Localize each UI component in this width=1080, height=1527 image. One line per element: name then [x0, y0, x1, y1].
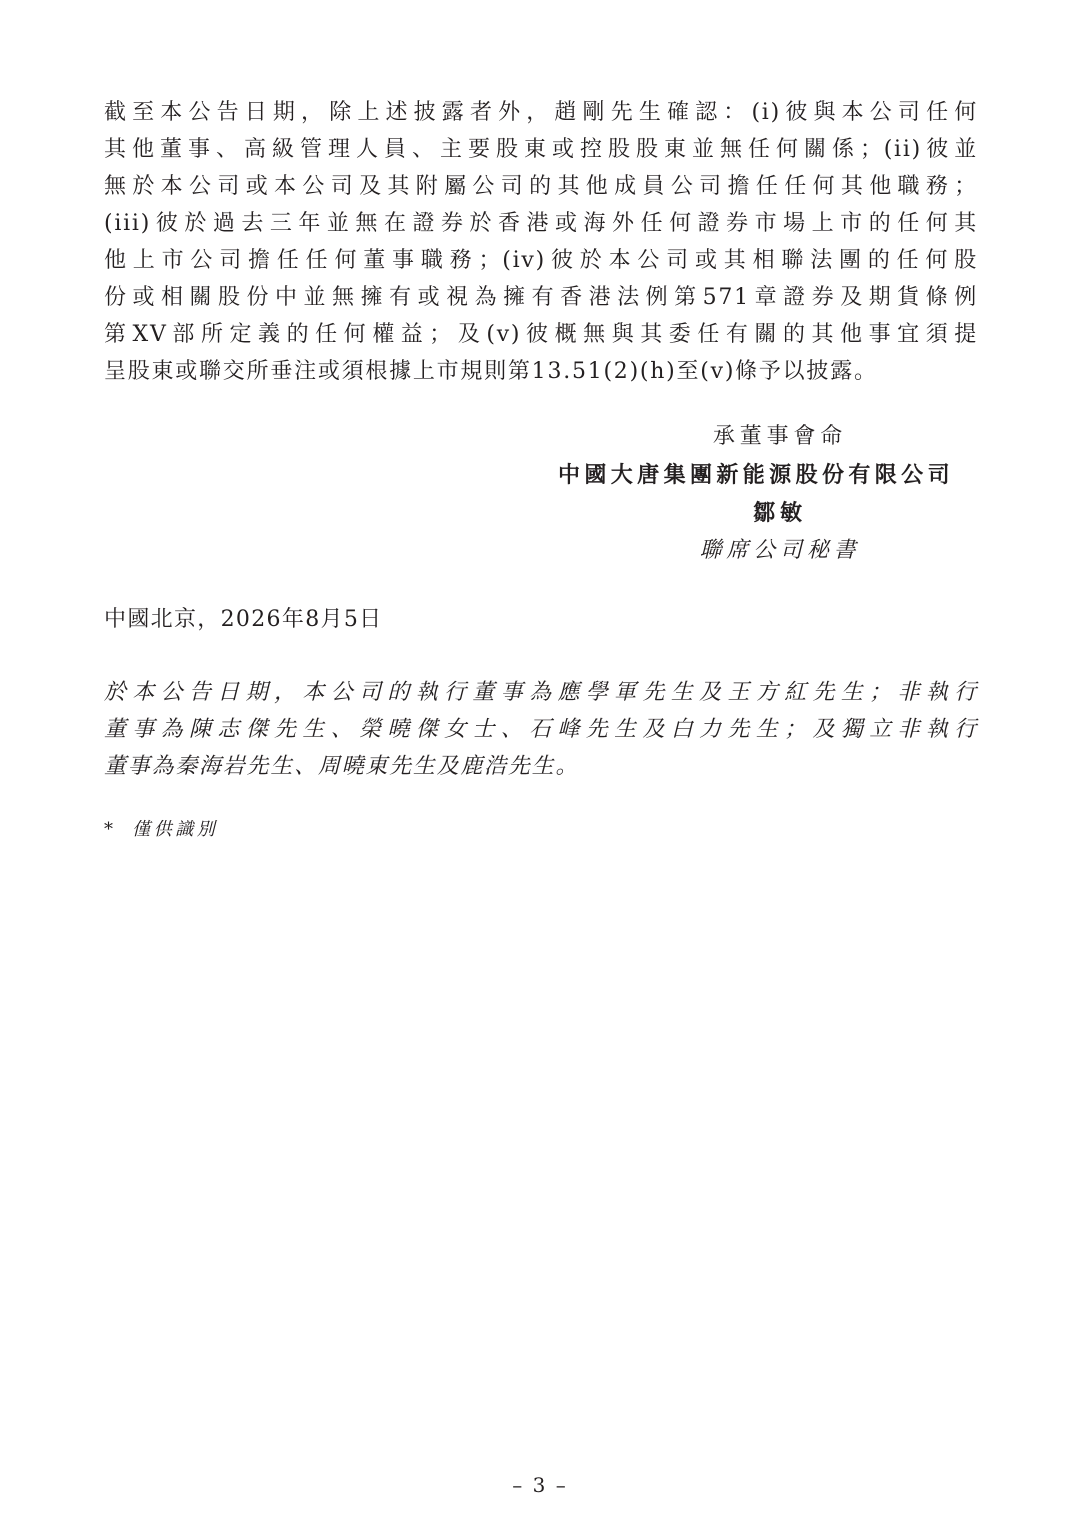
signature-block	[560, 418, 960, 456]
footnote-mark: *	[104, 819, 117, 840]
footnote-text: 僅供識別	[132, 819, 219, 840]
company-name: 中國大唐集團新能源股份有限公司	[557, 462, 954, 488]
disclosure-line: 其他董事、高級管理人員、主要股東或控股股東並無任何關係；(ii)彼並	[104, 137, 978, 162]
signature-title-block	[560, 532, 960, 570]
signatory-name: 鄒敏	[753, 500, 807, 526]
directors-line: 於本公告日期，本公司的執行董事為應學軍先生及王方紅先生；非執行	[104, 680, 978, 705]
disclosure-line: 第XV部所定義的任何權益；及(v)彼概無與其委任有關的其他事宜須提	[104, 322, 978, 347]
signature-company-block	[536, 456, 976, 494]
disclosure-line: 呈股東或聯交所垂注或須根據上市規則第13.51(2)(h)至(v)條予以披露。	[104, 359, 878, 384]
disclosure-line: 截至本公告日期，除上述披露者外，趙剛先生確認：(i)彼與本公司任何	[104, 100, 978, 125]
place-date: 中國北京，2026年8月5日	[104, 607, 383, 632]
disclosure-paragraph	[104, 94, 978, 390]
order-line: 承董事會命	[712, 424, 848, 449]
signature-signatory-block	[560, 494, 960, 532]
disclosure-line: (iii)彼於過去三年並無在證券於香港或海外任何證券市場上市的任何其	[104, 211, 978, 236]
signatory-title: 聯席公司秘書	[699, 538, 861, 563]
directors-paragraph	[104, 674, 978, 785]
page-number: – 3 –	[512, 1473, 568, 1497]
directors-line: 董事為陳志傑先生、榮曉傑女士、石峰先生及白力先生；及獨立非執行	[104, 717, 978, 742]
disclosure-line: 無於本公司或本公司及其附屬公司的其他成員公司擔任任何其他職務；	[104, 174, 978, 199]
directors-line: 董事為秦海岩先生、周曉東先生及鹿浩先生。	[104, 754, 580, 779]
disclosure-line: 份或相關股份中並無擁有或視為擁有香港法例第571章證券及期貨條例	[104, 285, 978, 310]
footnote	[104, 815, 218, 845]
disclosure-line: 他上市公司擔任任何董事職務；(iv)彼於本公司或其相聯法團的任何股	[104, 248, 978, 273]
